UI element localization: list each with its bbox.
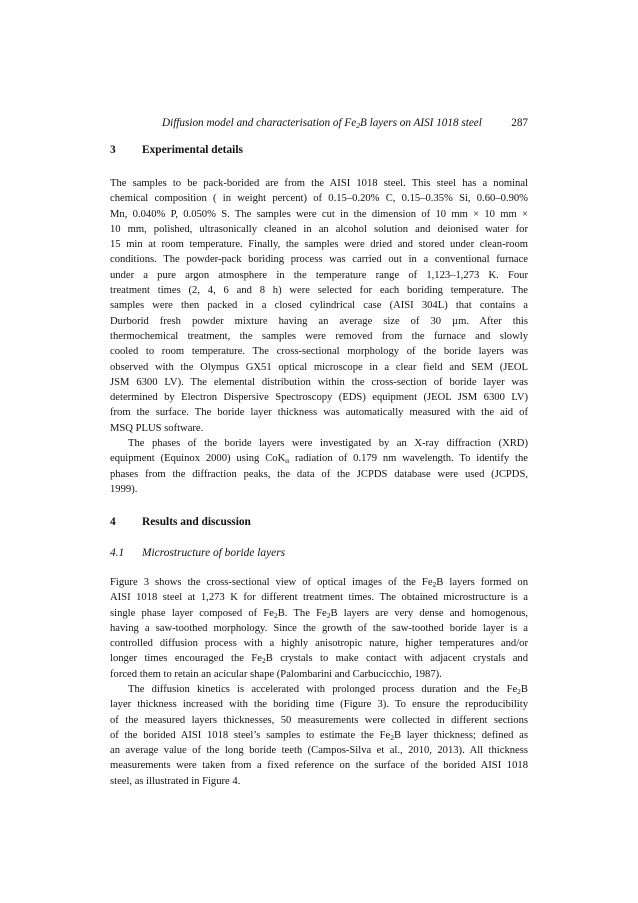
- text-line: determined by Electron Dispersive Spectroscopy (EDS) equipment (JEOL JSM 6300 LV): [110, 392, 528, 404]
- text-line: chemical composition ( in weight percent) of 0.15–0.20% C, 0.15–0.35% Si, 0.60–0.90%: [110, 193, 528, 205]
- text-line: 15 min at room temperature. Finally, the samples were dried and stored under clean-room: [110, 239, 528, 251]
- text-line: treatment times (2, 4, 6 and 8 h) were selected for each boriding temperature. The: [110, 285, 528, 297]
- text-line: thermochemical treatment, the samples were removed from the furnace and slowly: [110, 330, 528, 342]
- text-line: equipment (Equinox 2000) using CoK$_\alpha$ radiation of 0.179 nm wavelength. To identify the: [110, 453, 528, 466]
- text-line: an average value of the long boride teeth (Campos-Silva et al., 2010, 2013). All thickness: [110, 745, 528, 757]
- section-4-heading: [110, 515, 251, 529]
- section-4-1-paragraph-1: [110, 575, 528, 682]
- text-line: measurements were taken from a fixed reference on the surface of the borided AISI 1018: [110, 760, 528, 772]
- text-line: samples were then packed in a closed cylindrical case (AISI 304L) that contains a: [110, 300, 528, 312]
- section-3-paragraph-1: [110, 176, 528, 436]
- text-line: observed with the Olympus GX51 optical microscope in a clear field and SEM (JEOL: [110, 361, 528, 373]
- text-line: The diffusion kinetics is accelerated with prolonged process duration and the $Fe_2B$: [128, 684, 528, 696]
- text-line: phases from the diffraction peaks, the data of the JCPDS database were used (JCPDS,: [110, 468, 528, 480]
- section-3-paragraph-2: [110, 436, 528, 497]
- text-line: Mn, 0.040% P, 0.050% S. The samples were cut in the dimension of 10 mm × 10 mm ×: [110, 208, 528, 220]
- text-line: cooled to room temperature. The cross-sectional morphology of the boride layers was: [110, 346, 528, 358]
- text-line: under a pure argon atmosphere in the temperature range of 1,123–1,273 K. Four: [110, 269, 528, 281]
- section-3-heading: [110, 143, 243, 157]
- text-line: The phases of the boride layers were investigated by an X-ray diffraction (XRD): [128, 438, 528, 449]
- text-line: layer thickness increased with the boriding time (Figure 3). To ensure the reproducibility: [110, 699, 528, 711]
- text-line: having a saw-toothed morphology. Since the growth of the saw-toothed boride layer is a: [110, 622, 528, 634]
- subsection-4-1-title: Microstructure of boride layers: [142, 547, 286, 559]
- section-4-1-paragraph-2: [110, 682, 528, 789]
- section-3-number: 3: [110, 144, 116, 156]
- text-line: forced them to retain an acicular shape (Palombarini and Carbucicchio, 1987).: [110, 668, 442, 680]
- text-line: The samples to be pack-borided are from the AISI 1018 steel. This steel has a nominal: [110, 178, 528, 189]
- text-line: AISI 1018 steel at 1,273 K for different treatment times. The obtained microstructure is a: [110, 592, 528, 604]
- running-head-title: Diffusion model and characterisation of $Fe_2B$ layers on AISI 1018 steel: [162, 117, 482, 130]
- text-line: from the surface. The boride layer thickness was automatically measured with the aid of: [110, 407, 528, 419]
- text-line: 10 mm, polished, ultrasonically cleaned in an alcohol solution and deionised water for: [110, 223, 528, 235]
- text-line: conditions. The powder-pack boriding process was carried out in a conventional furnace: [110, 254, 528, 266]
- text-line: Durborid fresh powder mixture having an average size of 30 µm. After this: [110, 315, 528, 327]
- text-line: steel, as illustrated in Figure 4.: [110, 775, 241, 787]
- text-line: JSM 6300 LV). The elemental distribution within the cross-section of boride layer was: [110, 376, 528, 388]
- section-4-number: 4: [110, 516, 116, 528]
- section-4-title: Results and discussion: [142, 516, 251, 528]
- subsection-4-1-number: 4.1: [110, 547, 125, 559]
- page-number: 287: [511, 117, 528, 129]
- text-line: single phase layer composed of $Fe_2B$. The $Fe_2B$ layers are very dense and homogenous,: [110, 607, 528, 620]
- text-line: of the borided AISI 1018 steel’s samples to estimate the $Fe_2B$ layer thickness; defined as: [110, 729, 528, 742]
- subsection-4-1-heading: [110, 546, 285, 560]
- section-3-title: Experimental details: [142, 144, 243, 156]
- text-line: of the measured layers thicknesses, 50 measurements were collected in different sections: [110, 714, 528, 726]
- text-line: MSQ PLUS software.: [110, 422, 204, 434]
- text-line: Figure 3 shows the cross-sectional view of optical images of the $Fe_2B$ layers formed on: [110, 577, 528, 589]
- text-line: longer times encouraged the $Fe_2B$ crystals to make contact with adjacent crystals and: [110, 653, 528, 666]
- text-line: controlled diffusion process with a highly anisotropic nature, higher temperatures and/or: [110, 638, 528, 650]
- text-line: 1999).: [110, 483, 138, 495]
